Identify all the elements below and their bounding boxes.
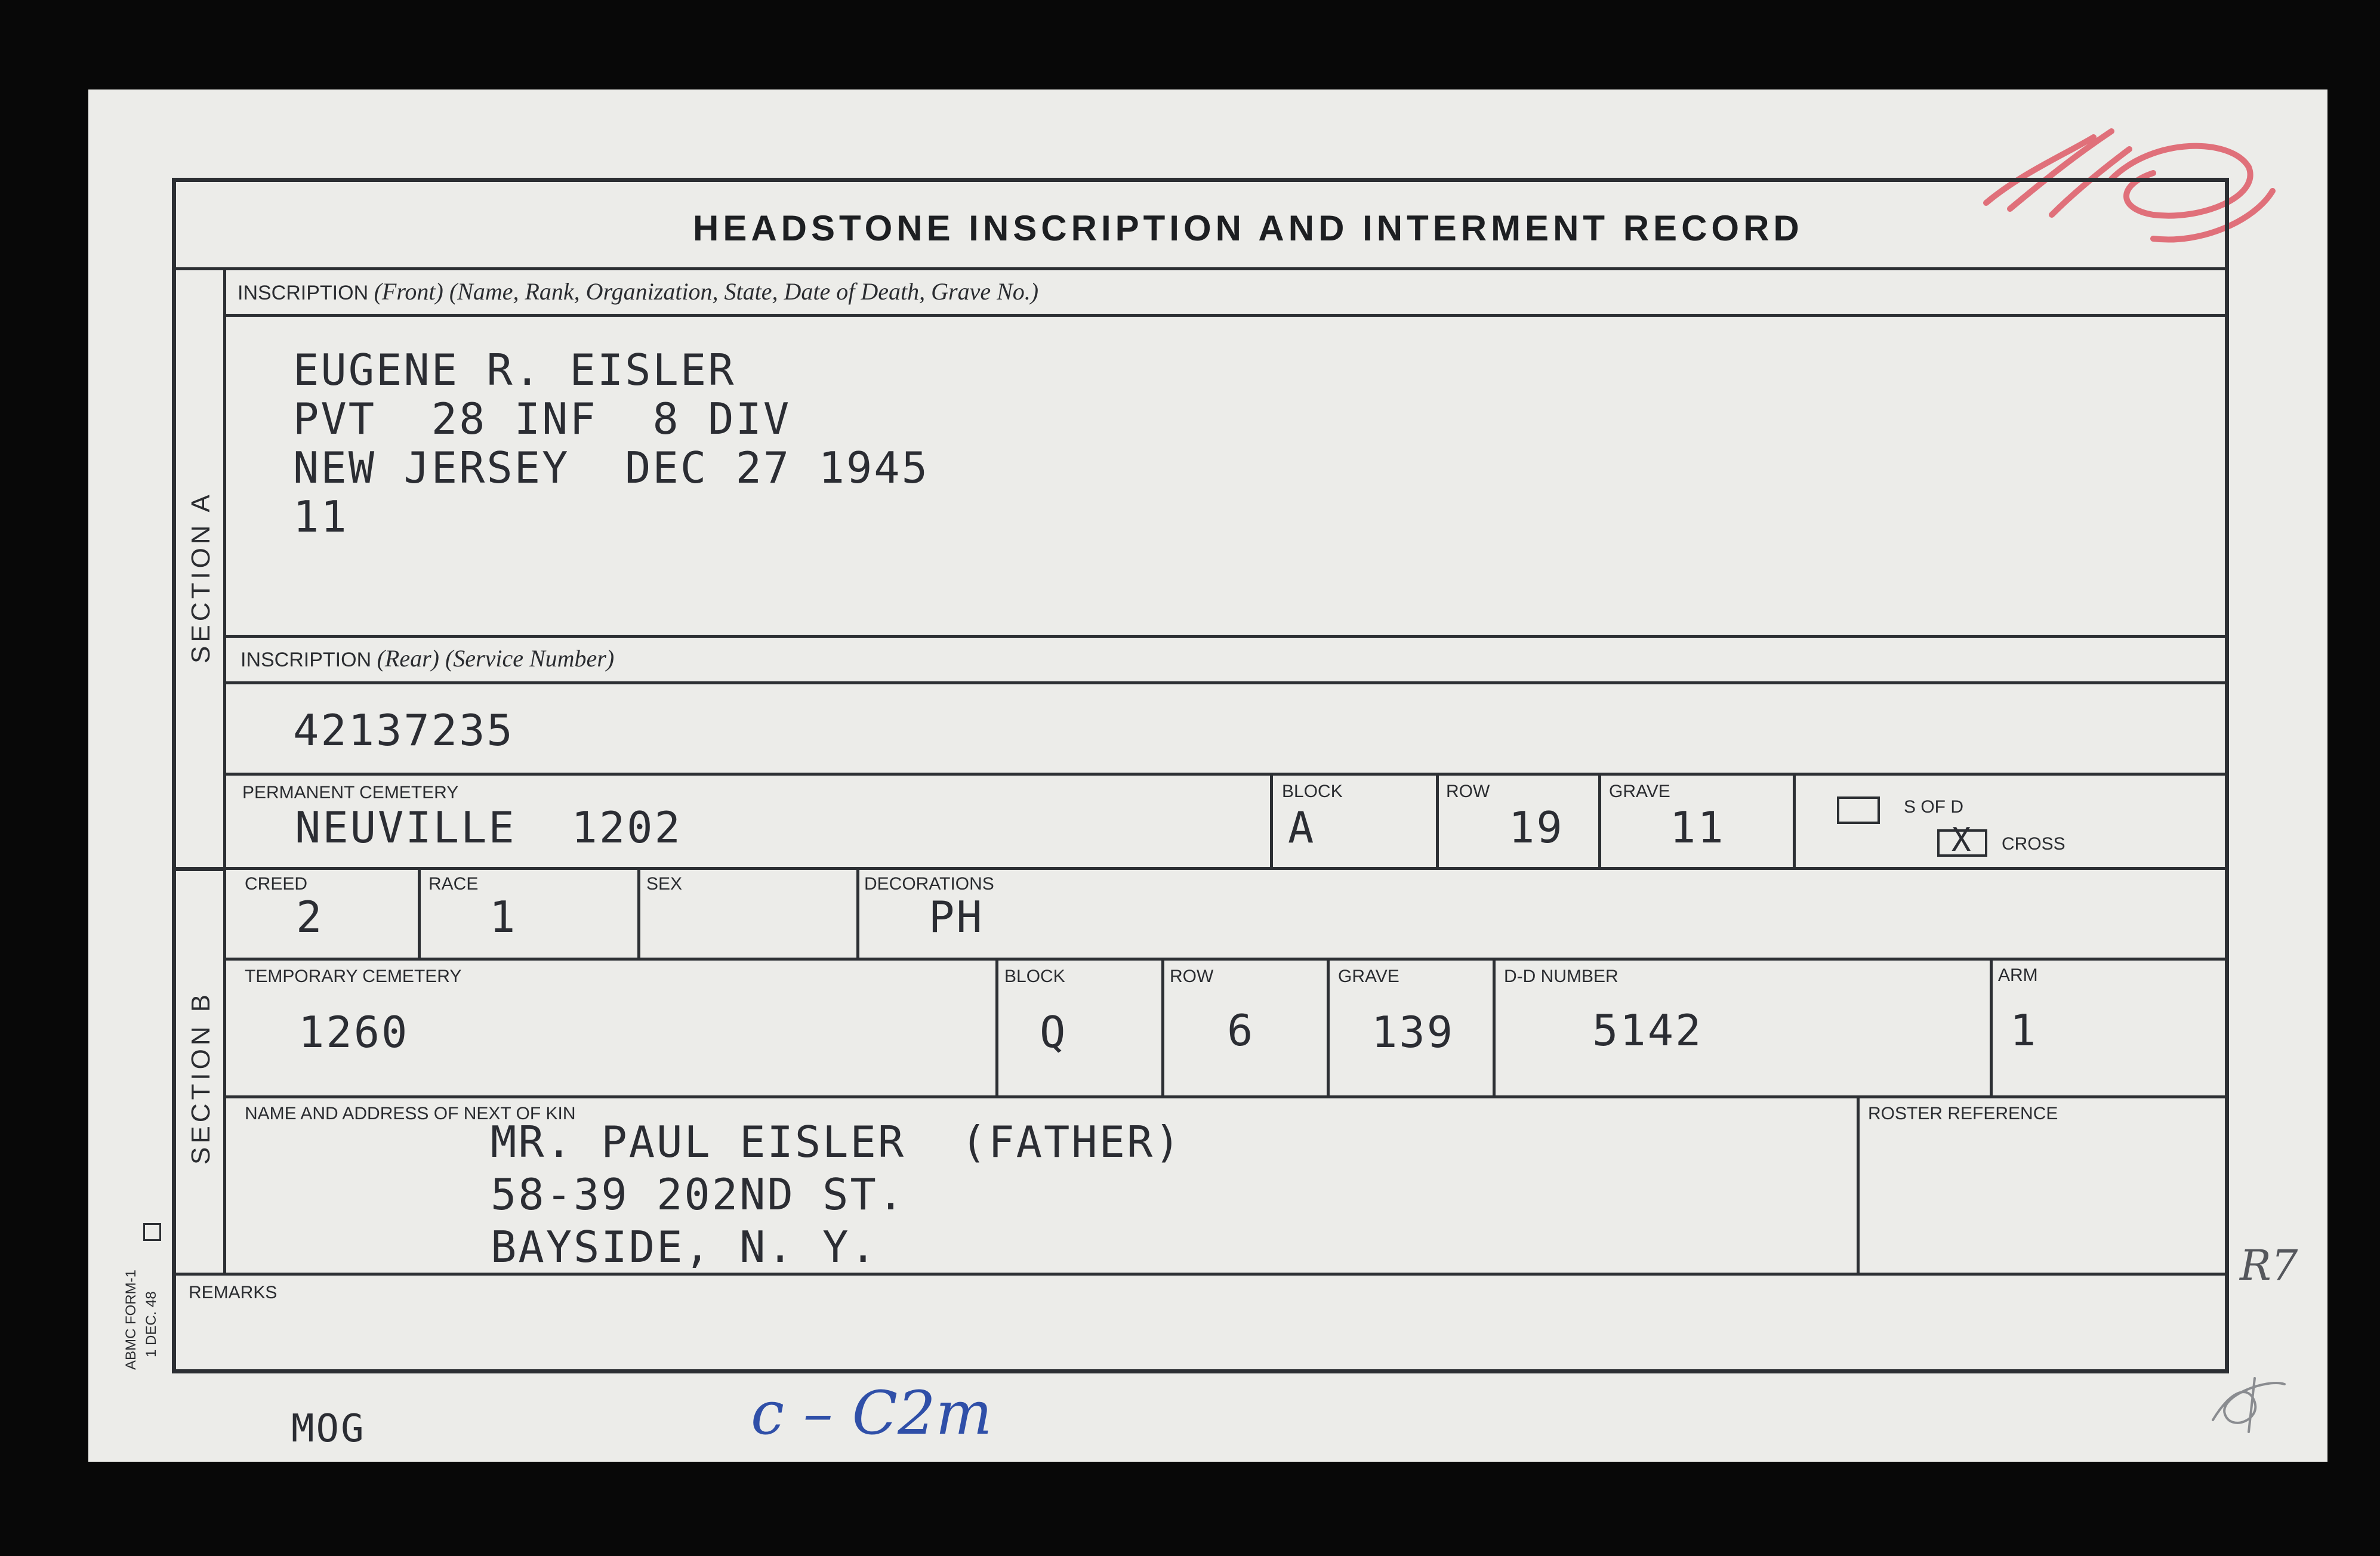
divider (224, 773, 2225, 776)
temp-row-label: ROW (1170, 967, 1214, 986)
inscription-line: PVT 28 INF 8 DIV (293, 394, 791, 444)
temp-row-value: 6 (1227, 1005, 1255, 1055)
divider (224, 1095, 2229, 1098)
sofd-checkbox[interactable] (1837, 796, 1880, 824)
inscription-line: EUGENE R. EISLER (293, 345, 736, 395)
divider (1161, 958, 1164, 1096)
divider (637, 868, 640, 958)
row-value: 19 (1509, 802, 1564, 853)
kin-line: MR. PAUL EISLER (FATHER) (491, 1117, 1182, 1167)
sex-label: SEX (646, 874, 683, 894)
section-b-label: SECTION B (186, 990, 215, 1165)
divider (1270, 773, 1273, 868)
divider (224, 635, 2225, 638)
divider (1493, 958, 1496, 1096)
service-number: 42137235 (293, 705, 514, 755)
roster-reference-label: ROSTER REFERENCE (1868, 1104, 2058, 1123)
permanent-cemetery-value: NEUVILLE 1202 (295, 802, 682, 853)
divider (224, 958, 2227, 961)
divider (418, 868, 421, 958)
creed-value: 2 (296, 892, 324, 942)
form-id: ABMC FORM-1 (123, 1270, 139, 1370)
divider (1990, 958, 1993, 1096)
record-card (88, 89, 2327, 1462)
race-value: 1 (489, 892, 517, 942)
temp-grave-label: GRAVE (1338, 967, 1399, 986)
race-label: RACE (428, 874, 479, 894)
rear-inscription-hint: (Rear) (Service Number) (377, 645, 615, 672)
section-column-divider (223, 267, 226, 1273)
divider (856, 868, 859, 958)
inscription-line: NEW JERSEY DEC 27 1945 (293, 443, 929, 493)
form-checkbox (143, 1223, 161, 1241)
permanent-cemetery-label: PERMANENT CEMETERY (242, 783, 459, 802)
rear-inscription-label: INSCRIPTION (Rear) (Service Number) (241, 645, 615, 672)
divider (1598, 773, 1601, 868)
remarks-label: REMARKS (189, 1283, 278, 1302)
section-a-label: SECTION A (186, 491, 215, 663)
form-title: HEADSTONE INSCRIPTION AND INTERMENT RECORD (693, 208, 1804, 248)
temp-cemetery-label: TEMPORARY CEMETERY (245, 967, 462, 986)
divider (1327, 958, 1330, 1096)
inscription-line: 11 (293, 492, 349, 542)
kin-line: BAYSIDE, N. Y. (491, 1222, 878, 1272)
divider (224, 314, 2225, 317)
arm-value: 1 (2010, 1005, 2038, 1055)
decorations-label: DECORATIONS (864, 874, 994, 894)
block-value: A (1288, 802, 1316, 853)
grave-label: GRAVE (1609, 782, 1670, 801)
divider (1436, 773, 1439, 868)
margin-scribble (2195, 1366, 2302, 1438)
dd-number-value: 5142 (1592, 1005, 1703, 1055)
divider (176, 267, 2225, 270)
creed-label: CREED (245, 874, 308, 894)
arm-label: ARM (1998, 965, 2038, 985)
grave-value: 11 (1670, 802, 1725, 853)
form-date: 1 DEC. 48 (143, 1291, 159, 1357)
divider (995, 958, 998, 1096)
front-inscription-hint: (Front) (Name, Rank, Organization, State, Date of Death, Grave No.) (374, 278, 1039, 305)
dd-number-label: D-D NUMBER (1504, 967, 1618, 986)
temp-block-label: BLOCK (1004, 967, 1065, 986)
mog-stamp: MOG (291, 1407, 366, 1451)
block-label: BLOCK (1282, 782, 1343, 801)
cross-label: CROSS (2002, 834, 2065, 854)
row-label: ROW (1446, 782, 1490, 801)
cross-check-mark: X (1952, 821, 1971, 859)
temp-cemetery-value: 1260 (298, 1007, 409, 1057)
margin-mark: R7 (2240, 1241, 2298, 1290)
section-divider (176, 867, 2225, 870)
sofd-label: S OF D (1904, 797, 1964, 817)
next-of-kin-text (491, 1117, 1182, 1274)
divider (224, 681, 2225, 684)
front-inscription-text (293, 345, 929, 541)
handwritten-note: c – C2m (751, 1378, 992, 1448)
temp-block-value: Q (1040, 1007, 1068, 1057)
divider (176, 1273, 2229, 1276)
front-inscription-label: INSCRIPTION (Front) (Name, Rank, Organization, State, Date of Death, Grave No.) (238, 278, 1039, 305)
divider (1857, 1095, 1860, 1274)
decorations-value: PH (929, 892, 984, 942)
divider (1793, 773, 1796, 868)
next-of-kin-label: NAME AND ADDRESS OF NEXT OF KIN (245, 1104, 576, 1123)
kin-line: 58-39 202ND ST. (491, 1169, 906, 1220)
temp-grave-value: 139 (1371, 1007, 1455, 1057)
